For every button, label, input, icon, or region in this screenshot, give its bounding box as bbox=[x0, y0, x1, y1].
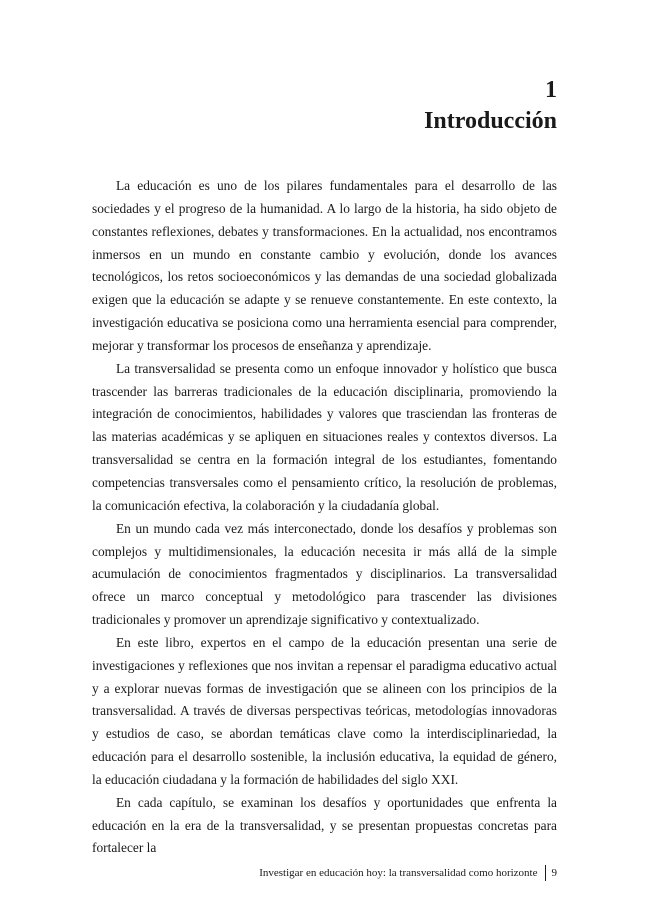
paragraph: En un mundo cada vez más interconectado, donde los desafíos y problemas son complejos y multidimensionales, la educación necesita ir más allá de la simple acumulación de conocimientos fragmentados y disciplinarios. La transversalidad ofrece un marco conceptual y metodológico para trascender las divisiones tradicionales y promover un aprendizaje significativo y contextualizado. bbox=[92, 520, 557, 628]
running-title: Investigar en educación hoy: la transversalidad como horizonte bbox=[259, 867, 538, 879]
chapter-title: Introducción bbox=[424, 108, 557, 134]
page-number: 9 bbox=[551, 867, 557, 879]
paragraph: En este libro, expertos en el campo de la educación presentan una serie de investigaciones y reflexiones que nos invitan a repensar el paradigma educativo actual y a explorar nuevas formas de investigación que se alineen con los principios de la transversalidad. A través de diversas perspectivas teóricas, metodologías innovadoras y estudios de caso, se abordan temáticas clave como la interdisciplinariedad, la educación para el desarrollo sostenible, la inclusión educativa, la equidad de género, la educación ciudadana y la formación de habilidades del siglo XXI. bbox=[92, 634, 557, 787]
chapter-number: 1 bbox=[545, 77, 557, 103]
footer-divider bbox=[545, 865, 546, 881]
body-text bbox=[92, 175, 557, 860]
paragraph: En cada capítulo, se examinan los desafíos y oportunidades que enfrenta la educación en la era de la transversalidad, y se presentan propuestas concretas para fortalecer la bbox=[92, 794, 557, 856]
page-footer bbox=[259, 865, 557, 881]
paragraph: La transversalidad se presenta como un enfoque innovador y holístico que busca trascender las barreras tradicionales de la educación disciplinaria, promoviendo la integración de conocimientos, habilidades y valores que trasciendan las fronteras de las materias académicas y se apliquen en situaciones reales y contextos diversos. La transversalidad se centra en la formación integral de los estudiantes, fomentando competencias transversales como el pensamiento crítico, la resolución de problemas, la comunicación efectiva, la colaboración y la ciudadanía global. bbox=[92, 360, 557, 513]
paragraph: La educación es uno de los pilares fundamentales para el desarrollo de las sociedades y el progreso de la humanidad. A lo largo de la historia, ha sido objeto de constantes reflexiones, debates y transformaciones. En la actualidad, nos encontramos inmersos en un mundo en constante cambio y evolución, donde los avances tecnológicos, los retos socioeconómicos y las demandas de una sociedad globalizada exigen que la educación se adapte y se renueve constantemente. En este contexto, la investigación educativa se posiciona como una herramienta esencial para comprender, mejorar y transformar los procesos de enseñanza y aprendizaje. bbox=[92, 178, 557, 353]
